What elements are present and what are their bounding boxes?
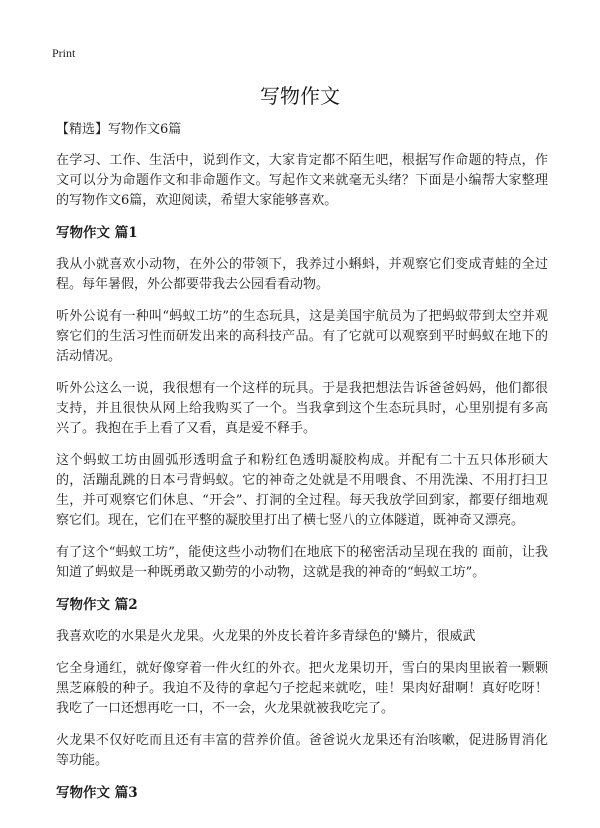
paragraph: 听外公说有一种叫“蚂蚁工坊”的生态玩具，这是美国宇航员为了把蚂蚁带到太空并观察它们的生活习性而研发出来的高科技产品。有了它就可以观察到平时蚂蚁在地下的活动情况。 [56, 309, 548, 364]
paragraph: 它全身通红，就好像穿着一件火红的外衣。把火龙果切开，雪白的果肉里嵌着一颗颗黑芝麻般的种子。我迫不及待的拿起勺子挖起来就吃，哇！果肉好甜啊！真好吃呀！我吃了一口还想再吃一口，不一会，火龙果就被我吃完了。 [56, 661, 548, 716]
document-body [56, 120, 548, 815]
section-heading: 写物作文 篇1 [56, 225, 138, 241]
print-label: Print [52, 46, 76, 60]
paragraph: 我从小就喜欢小动物，在外公的带领下，我养过小蝌蚪，并观察它们变成青蛙的全过程。每年暑假，外公都要带我去公园看看动物。 [56, 257, 548, 292]
paragraph: 这个蚂蚁工坊由圆弧形透明盒子和粉红色透明凝胶构成。并配有二十五只体形硕大的，活蹦乱跳的日本弓背蚂蚁。它的神奇之处就是不用喂食、不用洗澡、不用打扫卫生，并可观察它们休息、“开会”、打洞的全过程。每天我放学回到家，都要仔细地观察它们。现在，它们在平整的凝胶里打出了横七竖八的立体隧道，既神奇又漂亮。 [56, 453, 548, 528]
section-heading: 写物作文 篇3 [56, 785, 138, 801]
paragraph: 有了这个“蚂蚁工坊”，能使这些小动物们在地底下的秘密活动呈现在我的 面前，让我知道了蚂蚁是一种既勇敢又勤劳的小动物，这就是我的神奇的“蚂蚁工坊”。 [56, 545, 548, 580]
tagline: 【精选】写物作文6篇 [56, 122, 182, 137]
intro-paragraph: 在学习、工作、生活中，说到作文，大家肯定都不陌生吧，根据写作命题的特点，作文可以分为命题作文和非命题作文。写起作文来就毫无头绪？下面是小编帮大家整理的写物作文6篇，欢迎阅读，希望大家能够喜欢。 [56, 153, 548, 208]
section-heading: 写物作文 篇2 [56, 597, 138, 613]
paragraph: 我喜欢吃的水果是火龙果。火龙果的外皮长着许多青绿色的'鳞片，很威武 [56, 629, 476, 644]
paragraph: 听外公这么一说，我很想有一个这样的玩具。于是我把想法告诉爸爸妈妈，他们都很支持，并且很快从网上给我购买了一个。当我拿到这个生态玩具时，心里别提有多高兴了。我抱在手上看了又看，真是爱不释手。 [56, 381, 548, 436]
paragraph: 火龙果不仅好吃而且还有丰富的营养价值。爸爸说火龙果还有治咳嗽，促进肠胃消化等功能。 [56, 733, 548, 768]
page-title: 写物作文 [260, 84, 340, 108]
